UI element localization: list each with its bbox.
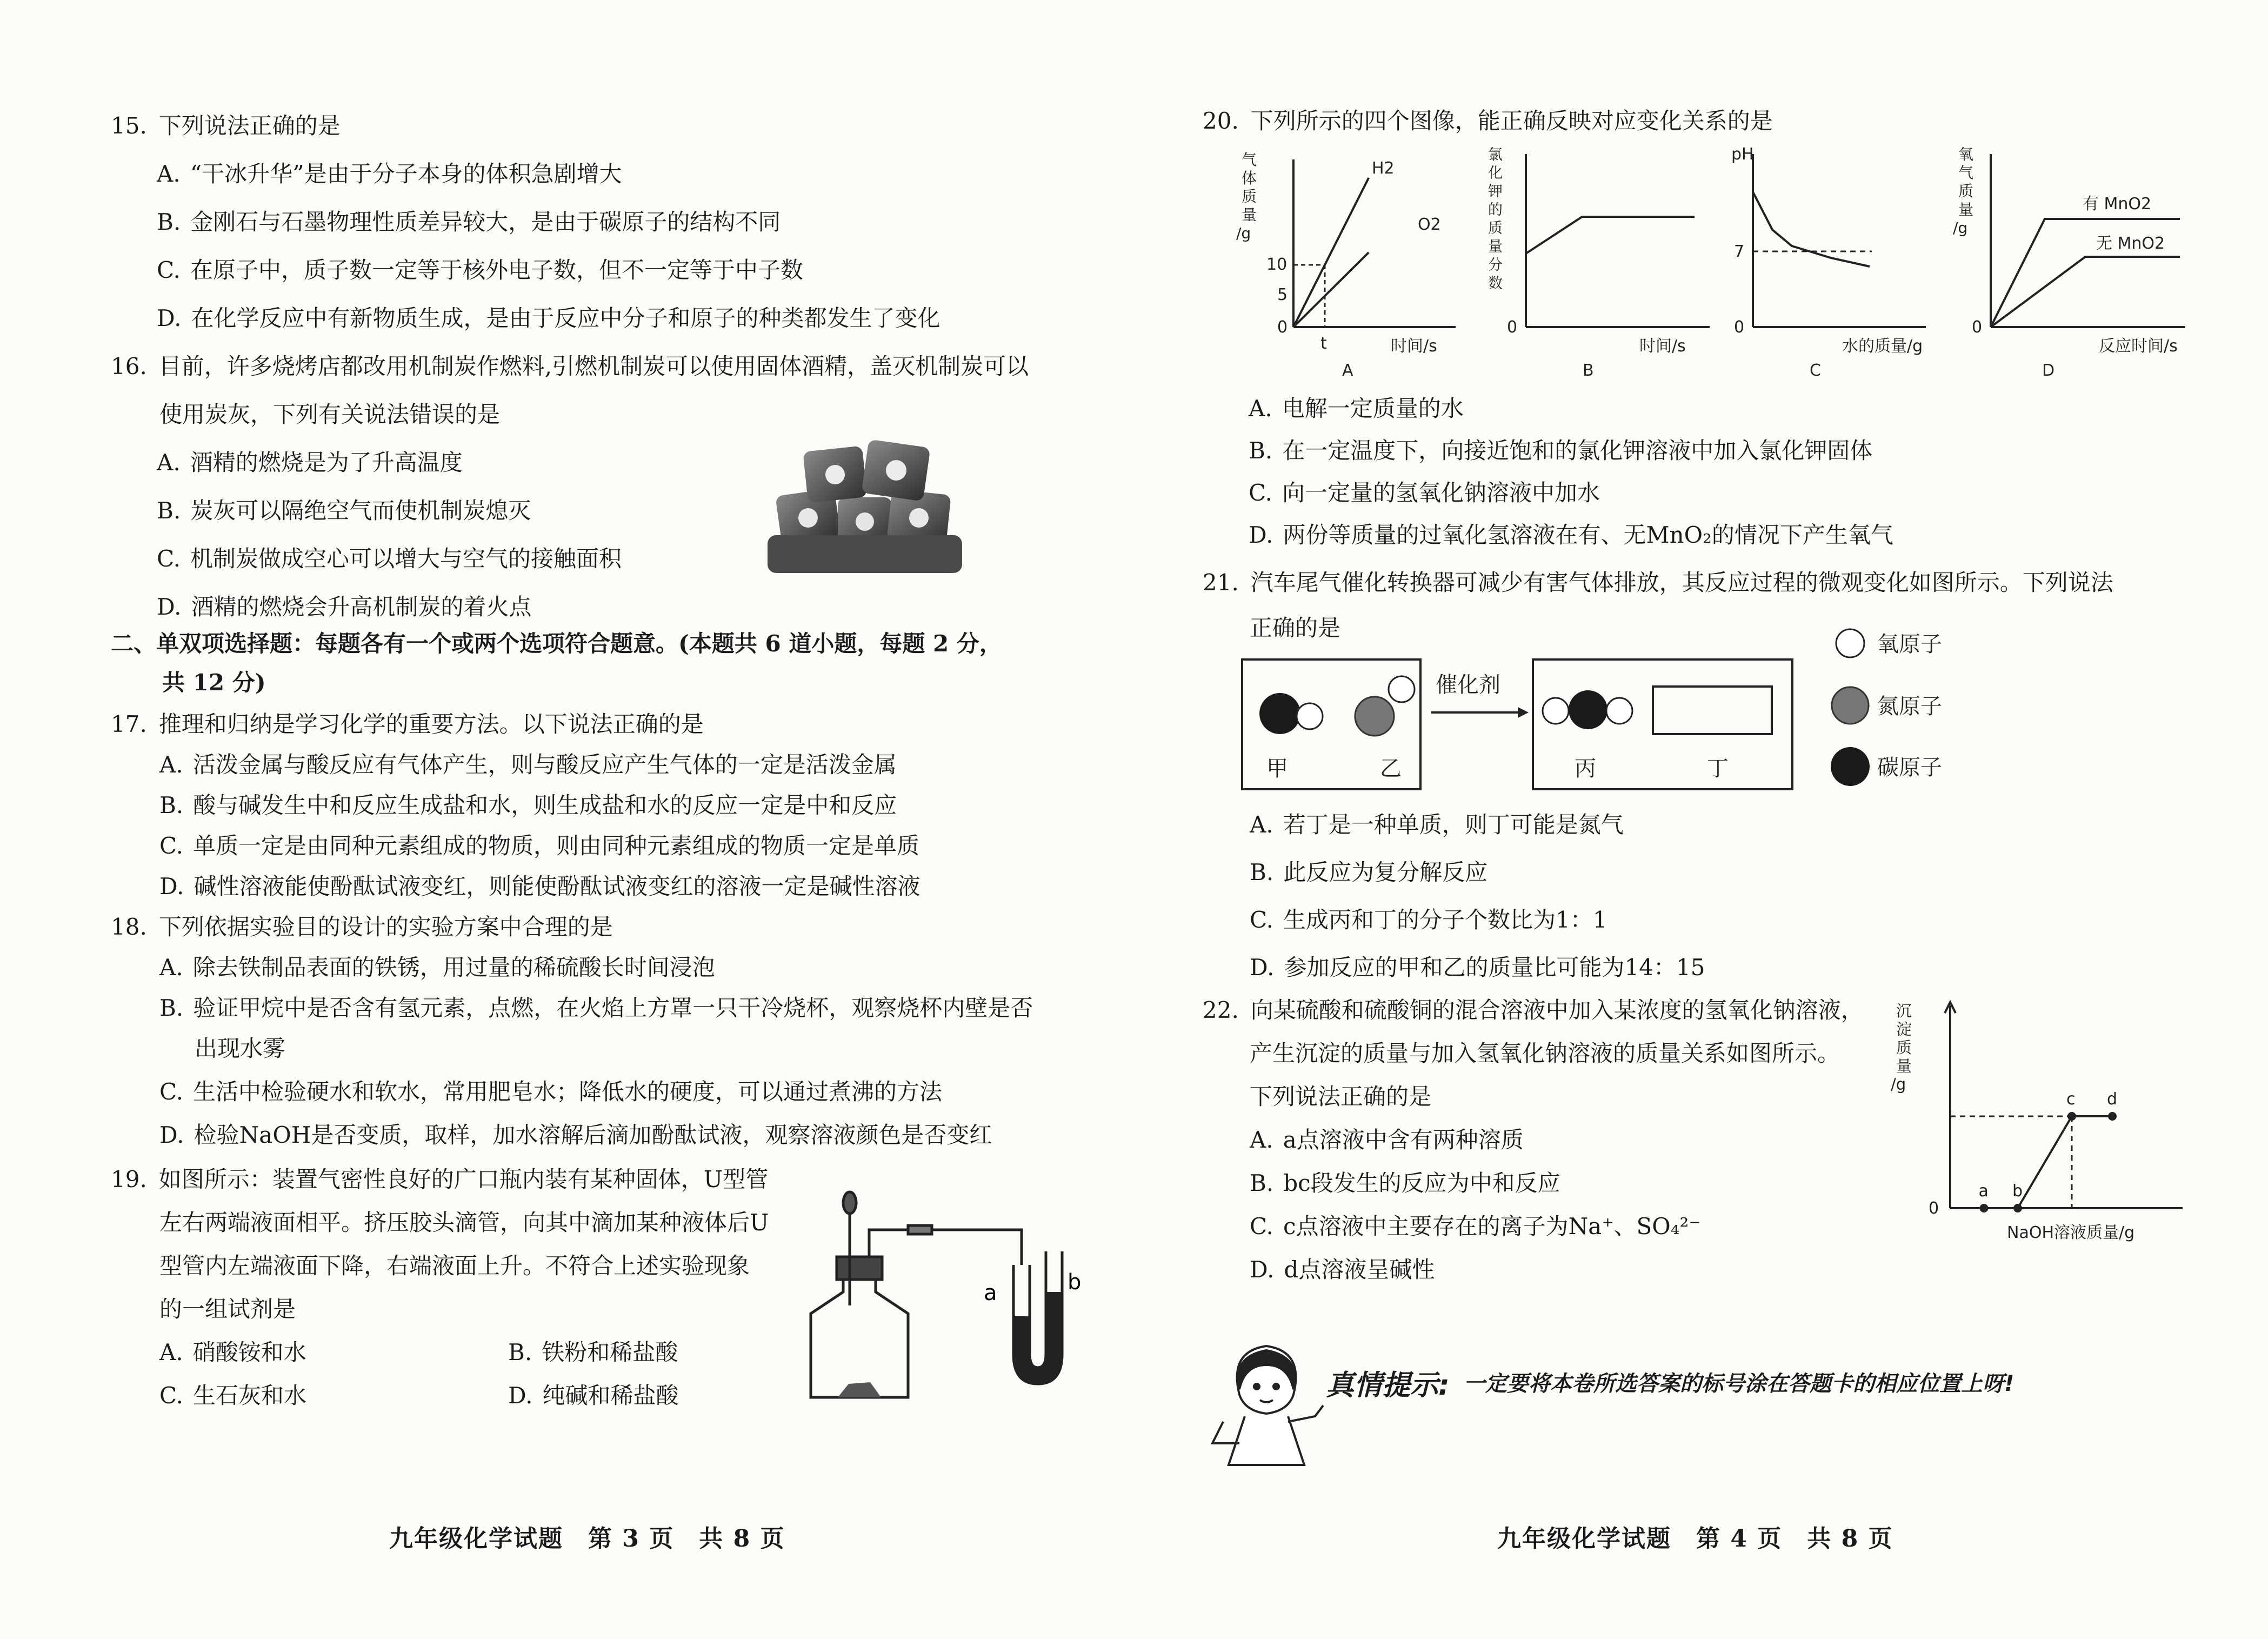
q22-point-c	[2067, 1112, 2076, 1121]
q21-reaction-diagram	[1237, 622, 1993, 800]
q17-stem: 17. 推理和归纳是学习化学的重要方法。以下说法正确的是	[111, 711, 704, 737]
q19-stem: 19. 如图所示：装置气密性良好的广口瓶内装有某种固体，U型管	[111, 1166, 769, 1192]
q21-stem-cont: 正确的是	[1250, 615, 1341, 641]
q19-stem-2: 左右两端液面相平。挤压胶头滴管，向其中滴加某种液体后U	[159, 1209, 769, 1236]
q19-option-c: C. 生石灰和水	[159, 1382, 307, 1409]
q20-option-b: B. 在一定温度下，向接近饱和的氯化钾溶液中加入氯化钾固体	[1249, 437, 1873, 464]
q18-option-c: C. 生活中检验硬水和软水，常用肥皂水；降低水的硬度，可以通过煮沸的方法	[159, 1078, 943, 1105]
q22-stem-2: 产生沉淀的质量与加入氢氧化钠溶液的质量关系如图所示。	[1250, 1040, 1840, 1067]
q22-chart	[1891, 995, 2226, 1254]
q22-option-d: D. d点溶液呈碱性	[1250, 1256, 1435, 1283]
chart-a-panel: A	[1342, 361, 1353, 380]
q19-stem-3: 型管内左端液面下降，右端液面上升。不符合上述实验现象	[159, 1252, 750, 1279]
q20-stem: 20. 下列所示的四个图像，能正确反映对应变化关系的是	[1203, 108, 1773, 134]
tip-label: 真情提示:	[1326, 1369, 1450, 1402]
q22-ytick-0: 0	[1929, 1199, 1939, 1218]
charcoal-briquettes-image	[757, 422, 973, 584]
q22-point-label-c: c	[2066, 1090, 2076, 1109]
chart-a-label-o2: O2	[1418, 215, 1441, 234]
q17-option-b: B. 酸与碱发生中和反应生成盐和水，则生成盐和水的反应一定是中和反应	[159, 792, 897, 818]
q21-ding: 丁	[1707, 756, 1729, 781]
q20-option-d: D. 两份等质量的过氧化氢溶液在有、无MnO₂的情况下产生氧气	[1249, 522, 1893, 548]
q22-stem-3: 下列说法正确的是	[1250, 1083, 1432, 1110]
chart-d-label-without: 无 MnO2	[2096, 234, 2165, 253]
q21-catalyst: 催化剂	[1436, 672, 1500, 697]
q22-option-b: B. bc段发生的反应为中和反应	[1250, 1170, 1560, 1196]
chart-a	[1236, 151, 1456, 380]
chart-a-xlabel: 时间/s	[1391, 337, 1437, 356]
chart-b	[1488, 146, 1710, 380]
chart-d-panel: D	[2042, 361, 2055, 380]
chart-d-xlabel: 反应时间/s	[2099, 337, 2178, 356]
q19-option-b: B. 铁粉和稀盐酸	[508, 1339, 678, 1365]
q22-point-label-a: a	[1978, 1182, 1989, 1201]
q17-option-a: A. 活泼金属与酸反应有气体产生，则与酸反应产生气体的一定是活泼金属	[159, 751, 897, 778]
q18-option-b: B. 验证甲烷中是否含有氢元素，点燃，在火焰上方罩一只干冷烧杯，观察烧杯内壁是否	[159, 995, 1033, 1021]
q15-stem: 15. 下列说法正确的是	[111, 112, 341, 139]
q16-stem-cont: 使用炭灰，下列有关说法错误的是	[159, 401, 501, 428]
q22-option-c: C. c点溶液中主要存在的离子为Na⁺、SO₄²⁻	[1250, 1213, 1701, 1240]
q21-legend-nitrogen: 氮原子	[1877, 694, 1942, 719]
chart-a-ylabel: 气体质量/g	[1236, 151, 1257, 242]
q22-point-label-d: d	[2107, 1090, 2118, 1109]
q15-option-a: A. “干冰升华”是由于分子本身的体积急剧增大	[157, 161, 622, 187]
tip-text: 一定要将本卷所选答案的标号涂在答题卡的相应位置上呀!	[1464, 1371, 2014, 1396]
q20-charts	[1234, 143, 2218, 387]
chart-b-ytick-0: 0	[1507, 318, 1518, 337]
q15-option-d: D. 在化学反应中有新物质生成，是由于反应中分子和原子的种类都发生了变化	[157, 305, 940, 331]
q21-option-b: B. 此反应为复分解反应	[1250, 859, 1488, 885]
girl-mascot-icon	[1207, 1335, 1331, 1470]
q15-option-c: C. 在原子中，质子数一定等于核外电子数，但不一定等于中子数	[157, 257, 804, 283]
chart-a-ytick-5: 5	[1277, 285, 1288, 304]
q22-ylabel: 沉淀质量/g	[1891, 1002, 1912, 1094]
q21-legend-oxygen: 氧原子	[1877, 632, 1942, 657]
q18-option-b-cont: 出现水雾	[195, 1035, 286, 1062]
q17-option-d: D. 碱性溶液能使酚酞试液变红，则能使酚酞试液变红的溶液一定是碱性溶液	[159, 873, 920, 900]
chart-a-line-h2	[1293, 178, 1369, 327]
chart-a-label-h2: H2	[1372, 159, 1395, 178]
q20-option-c: C. 向一定量的氢氧化钠溶液中加水	[1249, 479, 1600, 506]
q16-stem: 16. 目前，许多烧烤店都改用机制炭作燃料,引燃机制炭可以使用固体酒精，盖灭机制炭可以	[111, 353, 1029, 379]
q22-point-a	[1980, 1204, 1989, 1212]
chart-b-panel: B	[1583, 361, 1594, 380]
q18-option-a: A. 除去铁制品表面的铁锈，用过量的稀硫酸长时间浸泡	[159, 954, 715, 981]
q21-legend-carbon: 碳原子	[1877, 755, 1942, 780]
right-page-footer: 九年级化学试题 第 4 页 共 8 页	[1497, 1525, 1893, 1553]
q21-option-c: C. 生成丙和丁的分子个数比为1：1	[1250, 907, 1607, 933]
q16-option-d: D. 酒精的燃烧会升高机制炭的着火点	[157, 594, 532, 620]
chart-c-ytick-7: 7	[1734, 242, 1745, 261]
q19-option-a: A. 硝酸铵和水	[159, 1339, 306, 1365]
q16-option-b: B. 炭灰可以隔绝空气而使机制炭熄灭	[157, 497, 531, 524]
chart-b-ylabel: 氯化钾的质量分数	[1488, 146, 1503, 292]
q16-option-c: C. 机制炭做成空心可以增大与空气的接触面积	[157, 545, 622, 572]
chart-c-panel: C	[1810, 361, 1821, 380]
chart-d-ylabel: 氧气质量/g	[1953, 145, 1974, 237]
q19-label-b: b	[1068, 1270, 1082, 1295]
q21-stem: 21. 汽车尾气催化转换器可减少有害气体排放，其反应过程的微观变化如图所示。下列说法	[1203, 569, 2113, 596]
q22-xlabel: NaOH溶液质量/g	[2007, 1223, 2135, 1242]
q19-stem-4: 的一组试剂是	[159, 1296, 296, 1322]
chart-c-line	[1753, 192, 1870, 266]
q21-bing: 丙	[1575, 756, 1596, 781]
q21-option-d: D. 参加反应的甲和乙的质量比可能为14：15	[1250, 954, 1705, 981]
chart-a-xtick-t: t	[1320, 334, 1327, 353]
q19-option-d: D. 纯碱和稀盐酸	[508, 1382, 679, 1409]
q22-point-d	[2108, 1112, 2117, 1121]
chart-a-ytick-0: 0	[1277, 318, 1288, 337]
q22-point-b	[2013, 1204, 2022, 1212]
chart-d-line-without-mno2	[1991, 257, 2180, 327]
q21-yi: 乙	[1380, 756, 1402, 781]
q22-option-a: A. a点溶液中含有两种溶质	[1250, 1127, 1524, 1153]
chart-c-ylabel: pH	[1731, 145, 1754, 164]
q22-line	[1984, 1116, 2113, 1208]
chart-d-ytick-0: 0	[1972, 318, 1983, 337]
q15-option-b: B. 金刚石与石墨物理性质差异较大，是由于碳原子的结构不同	[157, 209, 781, 235]
chart-d	[1953, 145, 2185, 380]
section2-heading: 二、单双项选择题：每题各有一个或两个选项符合题意。(本题共 6 道小题，每题 2 分，	[111, 630, 1002, 657]
chart-b-xlabel: 时间/s	[1639, 337, 1686, 356]
chart-a-ytick-10: 10	[1266, 255, 1288, 274]
q19-apparatus-diagram	[800, 1176, 1103, 1403]
chart-b-line	[1526, 217, 1695, 254]
left-page-footer: 九年级化学试题 第 3 页 共 8 页	[389, 1525, 785, 1553]
section2-heading-cont: 共 12 分)	[162, 669, 266, 696]
q16-option-a: A. 酒精的燃烧是为了升高温度	[157, 449, 463, 476]
q20-option-a: A. 电解一定质量的水	[1249, 395, 1464, 422]
chart-d-label-with: 有 MnO2	[2083, 195, 2152, 214]
right-page	[1134, 0, 2268, 1639]
q22-stem: 22. 向某硫酸和硫酸铜的混合溶液中加入某浓度的氢氧化钠溶液，	[1203, 997, 1864, 1023]
chart-c-ytick-0: 0	[1734, 318, 1745, 337]
q21-option-a: A. 若丁是一种单质，则丁可能是氮气	[1250, 811, 1624, 838]
q22-point-label-b: b	[2012, 1182, 2023, 1201]
q19-label-a: a	[984, 1281, 997, 1305]
q18-stem: 18. 下列依据实验目的设计的实验方案中合理的是	[111, 914, 613, 940]
q17-option-c: C. 单质一定是由同种元素组成的物质，则由同种元素组成的物质一定是单质	[159, 832, 920, 859]
q18-option-d: D. 检验NaOH是否变质，取样，加水溶解后滴加酚酞试液，观察溶液颜色是否变红	[159, 1122, 992, 1148]
q21-jia: 甲	[1266, 756, 1288, 781]
chart-a-line-o2	[1293, 252, 1369, 327]
chart-c-xlabel: 水的质量/g	[1842, 337, 1923, 356]
chart-c	[1731, 145, 1926, 380]
